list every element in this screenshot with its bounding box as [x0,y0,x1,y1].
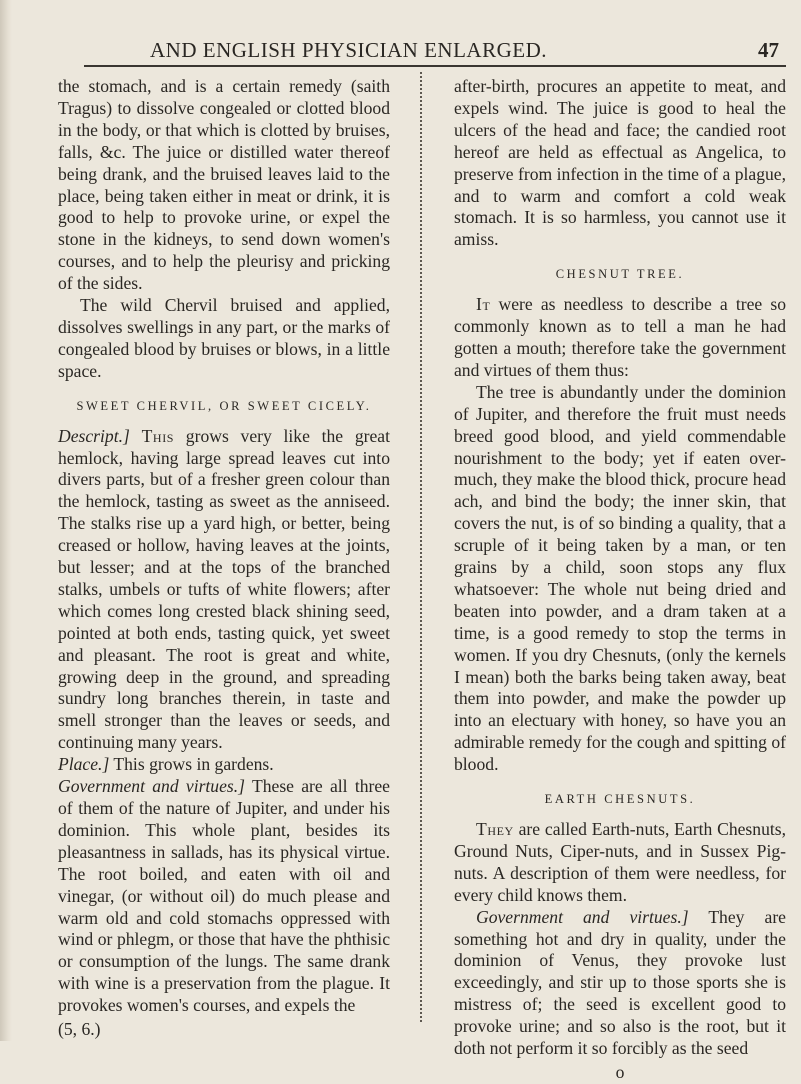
page-gutter-shadow [0,0,12,1041]
place-text: This grows in gardens. [113,754,274,775]
left-paragraph-continued: the stomach, and is a certain remedy (saith Tragus) to dissolve congealed or clotted blood in the body, or that which is clotted by bruises, falls, &c. The juice or distilled water thereof being drank, and the bruised leaves laid to the place, being taken either in meat or drink, it is good to help to provoke urine, or expel the stone in the kidneys, to send down women's courses, and to help the pleurisy and pricking of the sides. [58,76,390,294]
description-paragraph [58,426,390,755]
chesnut-first-word: It [476,294,491,315]
descript-first-word: This [141,425,175,446]
government-text-right: They are something hot and dry in quality, under the dominion of Venus, they provoke lust exceedingly, and stir up to those sports she is mistress of; the seed is excellent good to provoke urine; and so also is the root, but it doth not perform it so forcibly as the seed [454,906,786,1059]
place-label: Place.] [58,754,110,775]
section-heading-earth-chesnuts: EARTH CHESNUTS. [544,792,696,807]
descript-label: Descript.] [58,425,130,446]
catchword: o [615,1061,625,1082]
government-label-left: Government and virtues.] [58,776,246,797]
left-column [58,76,390,1041]
left-paragraph-wild-chervil: The wild Chervil bruised and applied, dissolves swellings in any part, or the marks of congealed blood by bruises or blows, in a little space. [58,295,390,381]
descript-text: grows very like the great hemlock, having large spread leaves cut into divers parts, but of a fresher green colour than the hemlock, tasting as sweet as the anniseed. The stalks rise up a yard high, or better, being creased or hollow, having leaves at the joints, but lesser; and at the tops of the branched stalks, umbels or tufts of white flowers; after which comes long crested black shining seed, pointed at both ends, tasting quick, yet sweet and pleasant. The root is great and white, growing deep in the ground, and spreading sundry long branches therein, in taste and smell stronger than the leaves or seeds, and continuing many years. [58,425,390,753]
running-title: AND ENGLISH PHYSICIAN ENLARGED. [150,38,547,62]
right-paragraph-continued: after-birth, procures an appetite to meat, and expels wind. The juice is good to heal the ulcers of the head and face; the candied root hereof are held as effectual as Angelica, to preserve from infection in the time of a plague, and to warm and comfort a cold weak stomach. It is so harmless, you cannot use it amiss. [454,76,786,250]
government-label-right: Government and virtues.] [476,906,689,927]
chesnut-intro-text: were as needless to describe a tree so commonly known as to tell a man he had gotten a mouth; therefore take the government and virtues of them thus: [454,294,786,380]
government-text-left: These are all three of them of the nature of Jupiter, and under his dominion. This whole plant, besides its pleasantness in sallads, has its physical virtue. The root boiled, and eaten with oil and vinegar, (or without oil) do much please and warm old and cold stomachs oppressed with wind or phlegm, or those that have the phthisic or consumption of the lungs. The same drank with wine is a preservation from the plague. It provokes women's courses, and expels the [58,776,390,1016]
earth-chesnuts-paragraph [454,819,786,907]
section-heading-chesnut-tree: CHESNUT TREE. [555,267,685,282]
right-column [454,76,786,1084]
earth-chesnuts-first-word: They [476,819,514,839]
chesnut-intro-paragraph [454,294,786,382]
header-rule [84,65,786,67]
earth-chesnuts-text: are called Earth-nuts, Earth Chesnuts, Ground Nuts, Ciper-nuts, and in Sussex Pig-nuts. A description of them were needless, for every child knows them. [454,819,786,905]
chesnut-virtues-paragraph: The tree is abundantly under the dominion of Jupiter, and therefore the fruit must needs breed good blood, and yield commendable nourishment to the body; yet if eaten over-much, they make the blood thick, procure head ach, and bind the body; the inner skin, that covers the nut, is of so binding a quality, that a scruple of it being taken by a man, or ten grains by a child, soon stops any flux whatsoever: The whole nut being dried and beaten into powder, and a dram taken at a time, is a good remedy to stop the terms in women. If you dry Chesnuts, (only the kernels I mean) both the barks being taken away, beat them into powder, and make the powder up into an electuary with honey, so have you an admirable remedy for the cough and spitting of blood. [454,381,786,775]
government-paragraph-left [58,776,390,1017]
page-number: 47 [758,38,779,62]
signature-mark: (5, 6.) [58,1019,101,1040]
government-paragraph-right [454,907,786,1060]
place-paragraph [58,754,390,776]
section-heading-sweet-chervil: SWEET CHERVIL, OR SWEET CICELY. [76,398,372,413]
column-divider [420,72,422,1022]
